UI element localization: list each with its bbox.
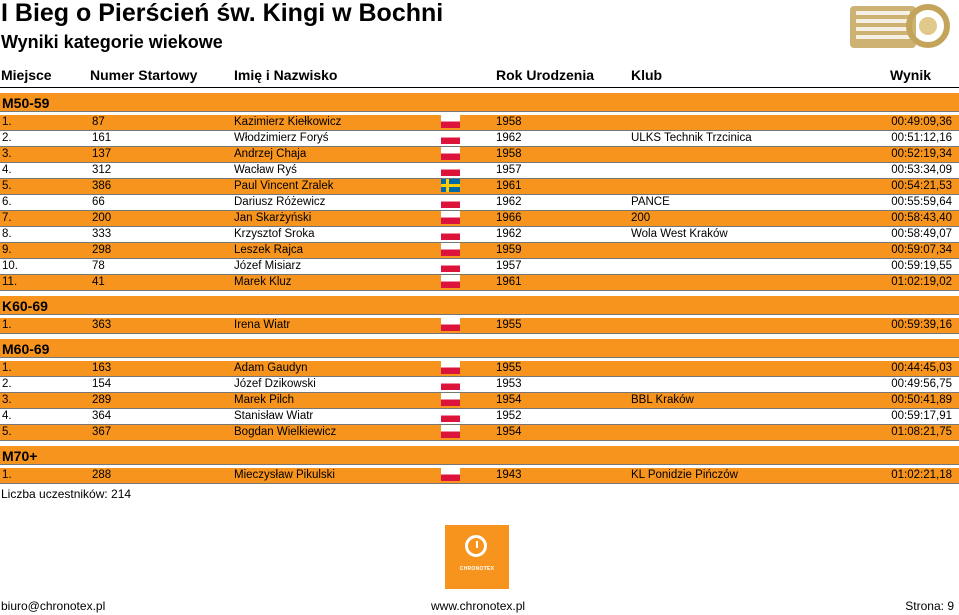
flag-poland-icon xyxy=(441,211,460,224)
page-title: I Bieg o Pierścień św. Kingi w Bochni xyxy=(1,0,444,27)
category-header: M60-69 xyxy=(0,339,959,358)
cell-time: 01:08:21,75 xyxy=(891,426,952,438)
cell-name: Mieczysław Pikulski xyxy=(234,469,335,481)
flag-poland-icon xyxy=(441,243,460,256)
cell-name: Józef Dzikowski xyxy=(234,378,316,390)
category-header: M50-59 xyxy=(0,93,959,112)
cell-club: BBL Kraków xyxy=(631,394,694,406)
flag-poland-icon xyxy=(441,259,460,272)
cell-bib: 87 xyxy=(92,116,105,128)
participant-count: Liczba uczestników: 214 xyxy=(1,487,132,501)
table-row xyxy=(0,409,959,425)
cell-time: 00:58:49,07 xyxy=(891,228,952,240)
cell-year: 1962 xyxy=(496,132,522,144)
cell-place: 10. xyxy=(2,260,18,272)
cell-bib: 298 xyxy=(92,244,112,256)
flag-poland-icon xyxy=(441,147,460,160)
table-row xyxy=(0,131,959,147)
cell-bib: 137 xyxy=(92,148,112,160)
table-row xyxy=(0,243,959,259)
flag-poland-icon xyxy=(441,377,460,390)
table-row xyxy=(0,259,959,275)
column-header-time: Wynik xyxy=(890,67,931,83)
cell-bib: 367 xyxy=(92,426,112,438)
column-header-place: Miejsce xyxy=(1,67,52,83)
cell-time: 01:02:21,18 xyxy=(891,469,952,481)
table-row xyxy=(0,211,959,227)
cell-year: 1962 xyxy=(496,196,522,208)
column-header-bib: Numer Startowy xyxy=(90,67,198,83)
cell-year: 1943 xyxy=(496,469,522,481)
cell-bib: 386 xyxy=(92,180,112,192)
cell-name: Józef Misiarz xyxy=(234,260,302,272)
table-row xyxy=(0,393,959,409)
cell-year: 1953 xyxy=(496,378,522,390)
cell-year: 1961 xyxy=(496,276,522,288)
cell-time: 00:52:19,34 xyxy=(891,148,952,160)
cell-name: Adam Gaudyn xyxy=(234,362,308,374)
cell-place: 4. xyxy=(2,410,12,422)
category-header: M70+ xyxy=(0,446,959,465)
flag-poland-icon xyxy=(441,163,460,176)
flag-poland-icon xyxy=(441,115,460,128)
cell-year: 1958 xyxy=(496,116,522,128)
cell-place: 8. xyxy=(2,228,12,240)
table-row xyxy=(0,195,959,211)
cell-place: 7. xyxy=(2,212,12,224)
flag-poland-icon xyxy=(441,409,460,422)
cell-bib: 364 xyxy=(92,410,112,422)
table-row xyxy=(0,163,959,179)
cell-year: 1954 xyxy=(496,426,522,438)
cell-name: Wacław Ryś xyxy=(234,164,297,176)
table-row xyxy=(0,147,959,163)
table-row xyxy=(0,377,959,393)
footer-email: biuro@chronotex.pl xyxy=(1,599,106,613)
cell-place: 1. xyxy=(2,116,12,128)
flag-poland-icon xyxy=(441,227,460,240)
sponsor-logo xyxy=(445,525,509,589)
flag-poland-icon xyxy=(441,393,460,406)
cell-bib: 288 xyxy=(92,469,112,481)
table-row xyxy=(0,227,959,243)
cell-name: Paul Vincent Zralek xyxy=(234,180,334,192)
cell-name: Włodzimierz Foryś xyxy=(234,132,329,144)
page-subtitle: Wyniki kategorie wiekowe xyxy=(1,32,223,52)
cell-time: 00:50:41,89 xyxy=(891,394,952,406)
flag-poland-icon xyxy=(441,361,460,374)
table-row xyxy=(0,318,959,334)
cell-time: 00:49:09,36 xyxy=(891,116,952,128)
cell-bib: 200 xyxy=(92,212,112,224)
cell-year: 1957 xyxy=(496,260,522,272)
cell-year: 1955 xyxy=(496,319,522,331)
cell-place: 1. xyxy=(2,319,12,331)
sponsor-name: CHRONOTEX xyxy=(459,566,495,572)
cell-club: KL Ponidzie Pińczów xyxy=(631,469,738,481)
flag-poland-icon xyxy=(441,468,460,481)
cell-club: ULKS Technik Trzcinica xyxy=(631,132,752,144)
column-header-name: Imię i Nazwisko xyxy=(234,67,338,83)
cell-name: Irena Wiatr xyxy=(234,319,291,331)
cell-time: 00:53:34,09 xyxy=(891,164,952,176)
cell-place: 1. xyxy=(2,362,12,374)
cell-bib: 154 xyxy=(92,378,112,390)
cell-time: 00:54:21,53 xyxy=(891,180,952,192)
cell-bib: 66 xyxy=(92,196,105,208)
event-logo-ring-icon xyxy=(848,2,952,52)
cell-year: 1952 xyxy=(496,410,522,422)
cell-time: 00:58:43,40 xyxy=(891,212,952,224)
cell-year: 1961 xyxy=(496,180,522,192)
cell-place: 3. xyxy=(2,394,12,406)
cell-bib: 41 xyxy=(92,276,105,288)
cell-name: Andrzej Chaja xyxy=(234,148,307,160)
table-row xyxy=(0,115,959,131)
cell-time: 00:51:12,16 xyxy=(891,132,952,144)
cell-year: 1966 xyxy=(496,212,522,224)
cell-time: 00:49:56,75 xyxy=(891,378,952,390)
cell-place: 5. xyxy=(2,180,12,192)
cell-time: 00:59:17,91 xyxy=(891,410,952,422)
header-divider xyxy=(0,87,959,88)
cell-name: Leszek Rajca xyxy=(234,244,304,256)
cell-time: 00:44:45,03 xyxy=(891,362,952,374)
cell-bib: 289 xyxy=(92,394,112,406)
cell-name: Krzysztof Sroka xyxy=(234,228,315,240)
cell-time: 00:59:19,55 xyxy=(891,260,952,272)
category-header: K60-69 xyxy=(0,296,959,315)
cell-place: 2. xyxy=(2,132,12,144)
cell-place: 2. xyxy=(2,378,12,390)
cell-name: Dariusz Różewicz xyxy=(234,196,326,208)
cell-place: 4. xyxy=(2,164,12,176)
table-row xyxy=(0,361,959,377)
cell-bib: 163 xyxy=(92,362,112,374)
cell-bib: 363 xyxy=(92,319,112,331)
cell-name: Marek Pilch xyxy=(234,394,295,406)
cell-year: 1958 xyxy=(496,148,522,160)
column-header-club: Klub xyxy=(631,67,663,83)
cell-place: 3. xyxy=(2,148,12,160)
table-row xyxy=(0,468,959,484)
cell-place: 11. xyxy=(2,276,18,288)
cell-name: Stanisław Wiatr xyxy=(234,410,314,422)
flag-sweden-icon xyxy=(441,179,460,192)
cell-bib: 78 xyxy=(92,260,105,272)
flag-poland-icon xyxy=(441,275,460,288)
cell-name: Bogdan Wielkiewicz xyxy=(234,426,337,438)
table-row xyxy=(0,275,959,291)
stopwatch-icon xyxy=(465,535,487,557)
cell-bib: 161 xyxy=(92,132,112,144)
cell-year: 1962 xyxy=(496,228,522,240)
cell-time: 00:59:39,16 xyxy=(891,319,952,331)
cell-year: 1957 xyxy=(496,164,522,176)
cell-place: 6. xyxy=(2,196,12,208)
flag-poland-icon xyxy=(441,425,460,438)
cell-bib: 312 xyxy=(92,164,112,176)
cell-name: Marek Kluz xyxy=(234,276,292,288)
results-table xyxy=(0,93,959,484)
flag-poland-icon xyxy=(441,195,460,208)
cell-club: Wola West Kraków xyxy=(631,228,728,240)
cell-place: 1. xyxy=(2,469,12,481)
cell-year: 1954 xyxy=(496,394,522,406)
cell-time: 00:59:07,34 xyxy=(891,244,952,256)
cell-year: 1955 xyxy=(496,362,522,374)
column-header-year: Rok Urodzenia xyxy=(496,67,595,83)
cell-time: 00:55:59,64 xyxy=(891,196,952,208)
cell-time: 01:02:19,02 xyxy=(891,276,952,288)
cell-club: PANCE xyxy=(631,196,670,208)
footer-website: www.chronotex.pl xyxy=(431,599,526,613)
flag-poland-icon xyxy=(441,131,460,144)
table-header xyxy=(0,65,959,85)
page-number: Strona: 9 xyxy=(905,599,954,613)
flag-poland-icon xyxy=(441,318,460,331)
cell-year: 1959 xyxy=(496,244,522,256)
table-row xyxy=(0,179,959,195)
cell-place: 5. xyxy=(2,426,12,438)
cell-bib: 333 xyxy=(92,228,112,240)
cell-place: 9. xyxy=(2,244,12,256)
cell-name: Jan Skarżyński xyxy=(234,212,312,224)
cell-club: 200 xyxy=(631,212,651,224)
table-row xyxy=(0,425,959,441)
cell-name: Kazimierz Kiełkowicz xyxy=(234,116,342,128)
